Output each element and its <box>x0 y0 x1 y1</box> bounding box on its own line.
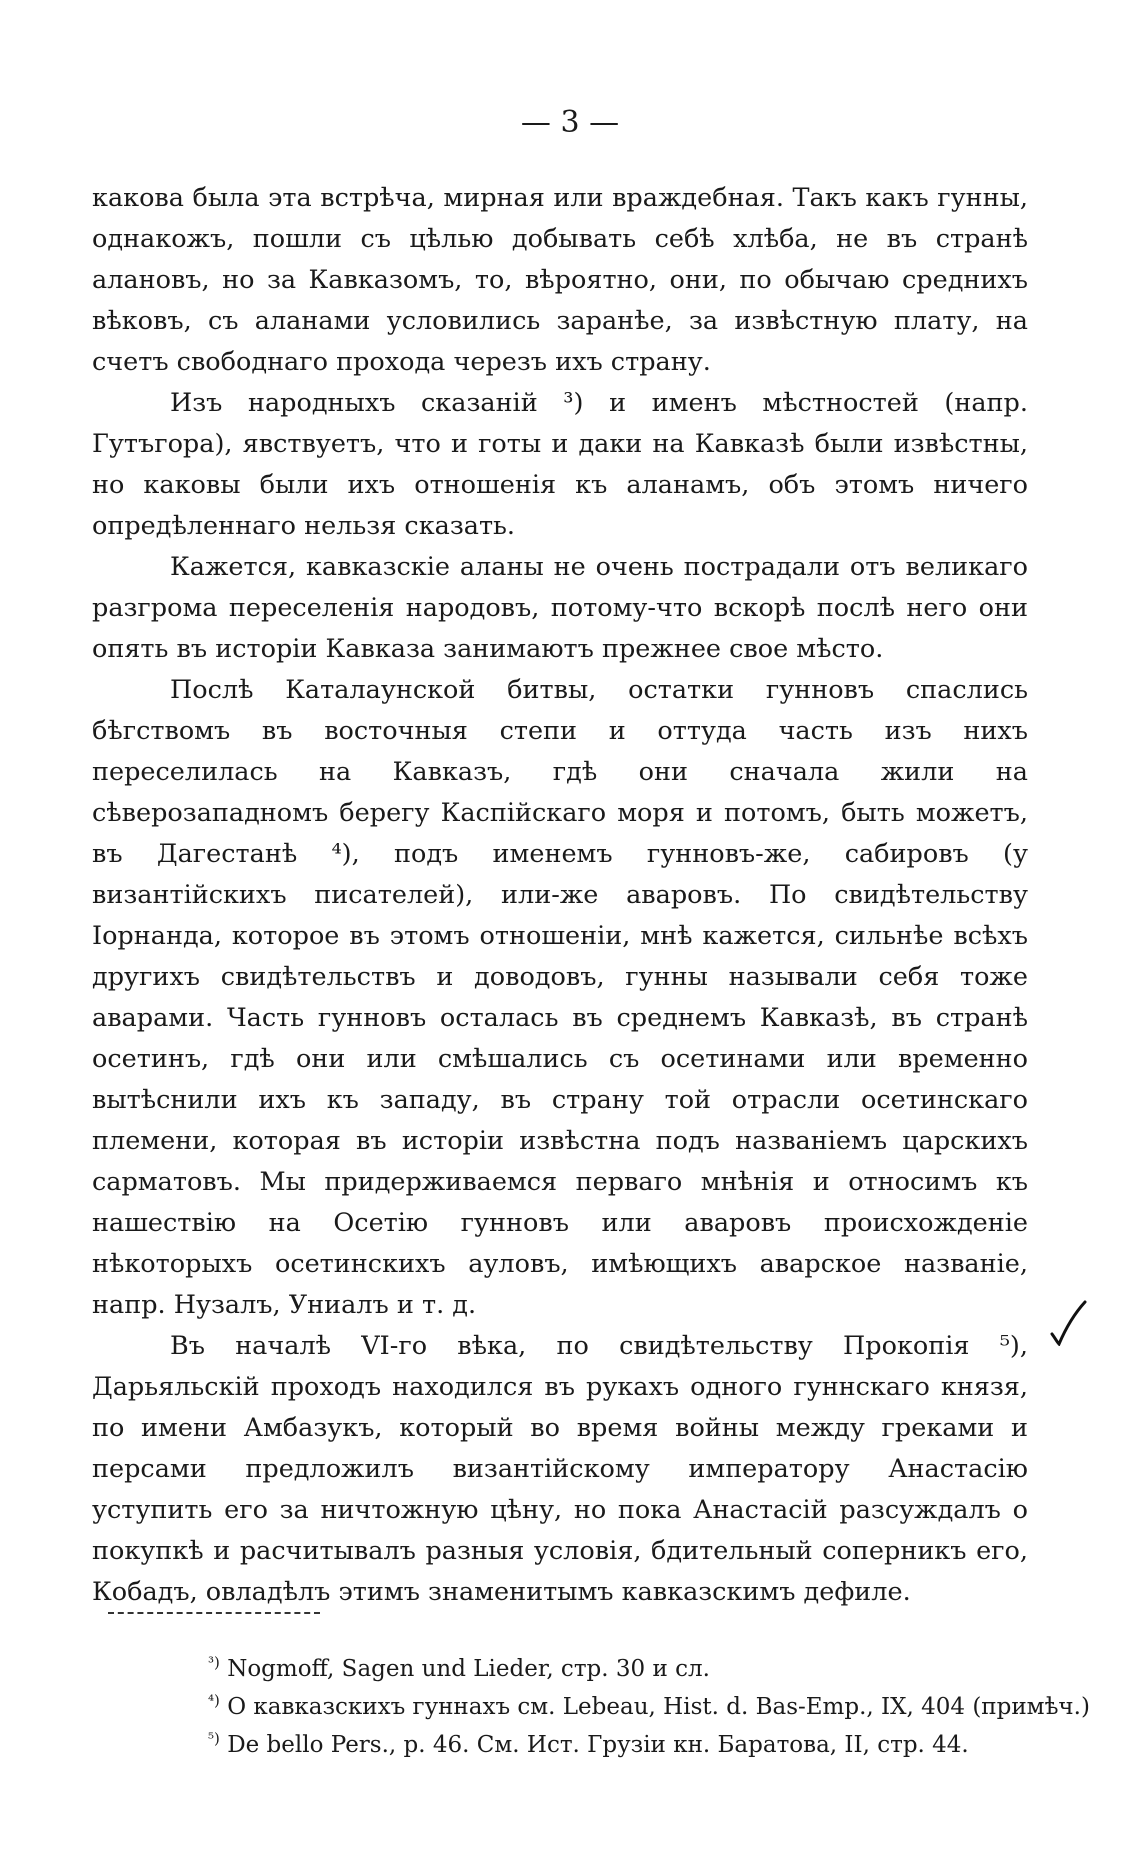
footnote-4 <box>208 1688 1090 1726</box>
main-text <box>92 178 1028 1613</box>
footnote-marker: ⁵) <box>208 1729 220 1748</box>
footnote-5 <box>208 1726 1058 1764</box>
footnote-marker: ⁴) <box>208 1691 220 1710</box>
footnote-divider <box>108 1612 320 1614</box>
footnote-text: Nogmoff, Sagen und Lieder, стр. 30 и сл. <box>227 1656 710 1682</box>
footnote-text: О кавказскихъ гуннахъ см. Lebeau, Hist. d. Bas-Emp., IX, 404 (примѣч.) <box>227 1694 1090 1720</box>
footnotes <box>208 1650 1090 1764</box>
page-number: — 3 — <box>520 105 620 140</box>
paragraph-5: Въ началѣ VI-го вѣка, по свидѣтельству Прокопія ⁵), Дарьяльскій проходъ находился въ рукахъ одного гуннскаго князя, по имени Амбазукъ, который во время войны между греками и персами предложилъ византійскому императору Анастасію уступить его за ничтожную цѣну, но пока Анастасій разсуждалъ о покупкѣ и расчитывалъ разныя условія, бдительный соперникъ его, Кобадъ, овладѣлъ этимъ знаменитымъ кавказскимъ дефиле. <box>92 1331 1028 1607</box>
paragraph-1: какова была эта встрѣча, мирная или враждебная. Такъ какъ гунны, однакожъ, пошли съ цѣлью добывать себѣ хлѣба, не въ странѣ алановъ, но за Кавказомъ, то, вѣроятно, они, по обычаю среднихъ вѣковъ, съ аланами условились заранѣе, за извѣстную плату, на счетъ свободнаго прохода черезъ ихъ страну. <box>92 183 1028 377</box>
paragraph-3: Кажется, кавказскіе аланы не очень пострадали отъ великаго разгрома переселенія народовъ, потому-что вскорѣ послѣ него они опять въ исторіи Кавказа занимаютъ прежнее свое мѣсто. <box>92 552 1028 664</box>
footnote-3 <box>208 1650 1058 1688</box>
footnote-marker: ³) <box>208 1653 220 1672</box>
footnote-text: De bello Pers., p. 46. См. Ист. Грузіи кн. Баратова, II, стр. 44. <box>227 1732 969 1758</box>
handwritten-check-mark-icon <box>1048 1300 1088 1346</box>
paragraph-2: Изъ народныхъ сказаній ³) и именъ мѣстностей (напр. Гутъгора), явствуетъ, что и готы и даки на Кавказѣ были извѣстны, но каковы были ихъ отношенія къ аланамъ, объ этомъ ничего опредѣленнаго нельзя сказать. <box>92 388 1028 541</box>
paragraph-4: Послѣ Каталаунской битвы, остатки гунновъ спаслись бѣгствомъ въ восточныя степи и оттуда часть изъ нихъ переселилась на Кавказъ, гдѣ они сначала жили на сѣверозападномъ берегу Каспійскаго моря и потомъ, быть можетъ, въ Дагестанѣ ⁴), подъ именемъ гунновъ-же, сабировъ (у византійскихъ писателей), или-же аваровъ. По свидѣтельству Іорнанда, которое въ этомъ отношеніи, мнѣ кажется, сильнѣе всѣхъ другихъ свидѣтельствъ и доводовъ, гунны называли себя тоже аварами. Часть гунновъ осталась въ среднемъ Кавказѣ, въ странѣ осетинъ, гдѣ они или смѣшались съ осетинами или временно вытѣснили ихъ къ западу, въ страну той отрасли осетинскаго племени, которая въ исторіи извѣстна подъ названіемъ царскихъ сарматовъ. Мы придерживаемся перваго мнѣнія и относимъ къ нашествію на Осетію гунновъ или аваровъ происхожденіе нѣкоторыхъ осетинскихъ ауловъ, имѣющихъ аварское названіе, напр. Нузалъ, Униалъ и т. д. <box>92 675 1028 1320</box>
